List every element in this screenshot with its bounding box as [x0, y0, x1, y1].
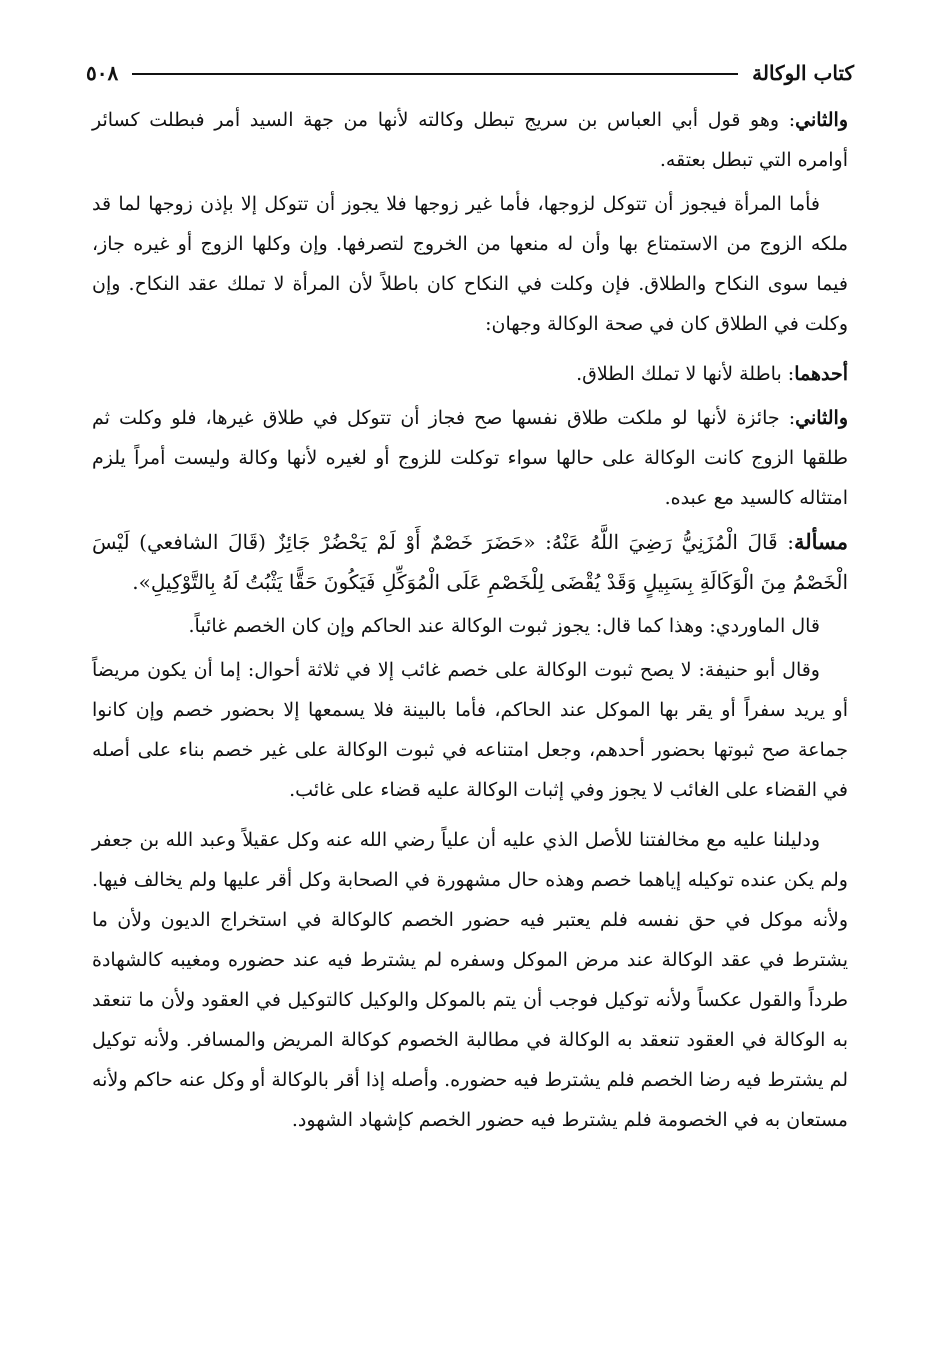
paragraph-mawardi — [92, 606, 848, 646]
paragraph-masala — [92, 522, 848, 602]
book-title: كتاب الوكالة — [752, 61, 854, 85]
paragraph-text: : باطلة لأنها لا تملك الطلاق. — [576, 363, 795, 385]
paragraph-second-view — [92, 398, 848, 518]
paragraph-lead: والثاني — [795, 407, 848, 429]
page-body — [92, 100, 848, 1150]
paragraph-evidence — [92, 820, 848, 1140]
paragraph-lead: والثاني — [795, 109, 848, 131]
paragraph-lead: أحدهما — [794, 363, 848, 385]
paragraph-abu-hanifa — [92, 650, 848, 810]
running-header — [86, 58, 854, 88]
masala-quote: : قَالَ الْمُزَنِيُّ رَضِيَ اللَّهُ عَنْهُ: «حَضَرَ خَصْمٌ أَوْ لَمْ يَحْضُرْ جَائِزٌ (قَالَ الشافعي) لَيْسَ الْخَصْمُ مِنَ الْوَكَالَةِ بِسَبِيلٍ وَقَدْ يُقْضَى لِلْخَصْمِ عَلَى الْمُوَكِّلِ فَيَكُونَ حَقًّا يَثْبُتُ لَهُ بِالتَّوْكِيلِ». — [92, 530, 848, 594]
paragraph-woman-agency — [92, 184, 848, 344]
paragraph-text: وقال أبو حنيفة: لا يصح ثبوت الوكالة على خصم غائب إلا في ثلاثة أحوال: إما أن يكون مريضاً أو يريد سفراً أو يقر بها الموكل عند الحاكم، فأما بالبينة فلا يسمعها إلا بحضور خصم وإن كانوا جماعة صح ثبوتها بحضور أحدهم، وجعل امتناعه في ثبوت الوكالة على غير خصم بناء على أصله في القضاء على الغائب لا يجوز وفي إثبات الوكالة عليه قضاء على غائب. — [92, 659, 848, 801]
paragraph-text: : وهو قول أبي العباس بن سريج تبطل وكالته لأنها من جهة السيد أمر فبطلت كسائر أوامره التي تبطل بعتقه. — [92, 109, 848, 171]
masala-heading: مسألة — [793, 529, 848, 554]
paragraph-text: ودليلنا عليه مع مخالفتنا للأصل الذي عليه أن علياً رضي الله عنه وكل عقيلاً وعبد الله بن جعفر ولم يكن عنده توكيله إياهما خصم وهذه حال مشهورة في الصحابة وكل أقر عليها ولم يخالف فيها. ولأنه موكل في حق نفسه فلم يعتبر فيه حضور الخصم كالوكالة في استخراج الديون ولأن ما يشترط في عقد الوكالة عند مرض الموكل وسفره لم يشترط فيه عند حضوره ومغيبه كالشهادة طرداً والقول عكساً ولأنه توكيل فوجب أن يتم بالموكل والوكيل كالتوكيل في العقود ولأن ما تنعقد به الوكالة في العقود تنعقد به الوكالة في مطالبة الخصوم كوكالة المريض والمسافر. ولأنه توكيل لم يشترط فيه رضا الخصم فلم يشترط فيه حضوره. وأصله إذا أقر بالوكالة أو وكل عنه حاكم ولأنه مستعان به في الخصومة فلم يشترط فيه حضور الخصم كإشهاد الشهود. — [92, 829, 849, 1131]
paragraph-text: قال الماوردي: وهذا كما قال: يجوز ثبوت الوكالة عند الحاكم وإن كان الخصم غائباً. — [188, 615, 820, 637]
paragraph-first-view — [92, 354, 848, 394]
paragraph-second-opinion — [92, 100, 848, 180]
page-number: ٥٠٨ — [86, 61, 119, 85]
header-rule — [132, 73, 738, 75]
paragraph-text: فأما المرأة فيجوز أن تتوكل لزوجها، فأما غير زوجها فلا يجوز أن تتوكل إلا بإذن زوجها لما قد ملكه الزوج من الاستمتاع بها وأن له منعها من الخروج لتصرفها. وإن وكلها الزوج أو غيره جاز، فيما سوى النكاح والطلاق. فإن وكلت في النكاح كان باطلاً لأن المرأة لا تملك عقد النكاح. وإن وكلت في الطلاق كان في صحة الوكالة وجهان: — [92, 193, 848, 335]
paragraph-text: : جائزة لأنها لو ملكت طلاق نفسها صح فجاز أن تتوكل في طلاق غيرها، فلو وكلت ثم طلقها الزوج كانت الوكالة على حالها سواء توكلت للزوج أو لغيره لأنها وكالة وليست أمراً يلزم امتثاله كالسيد مع عبده. — [92, 407, 848, 509]
